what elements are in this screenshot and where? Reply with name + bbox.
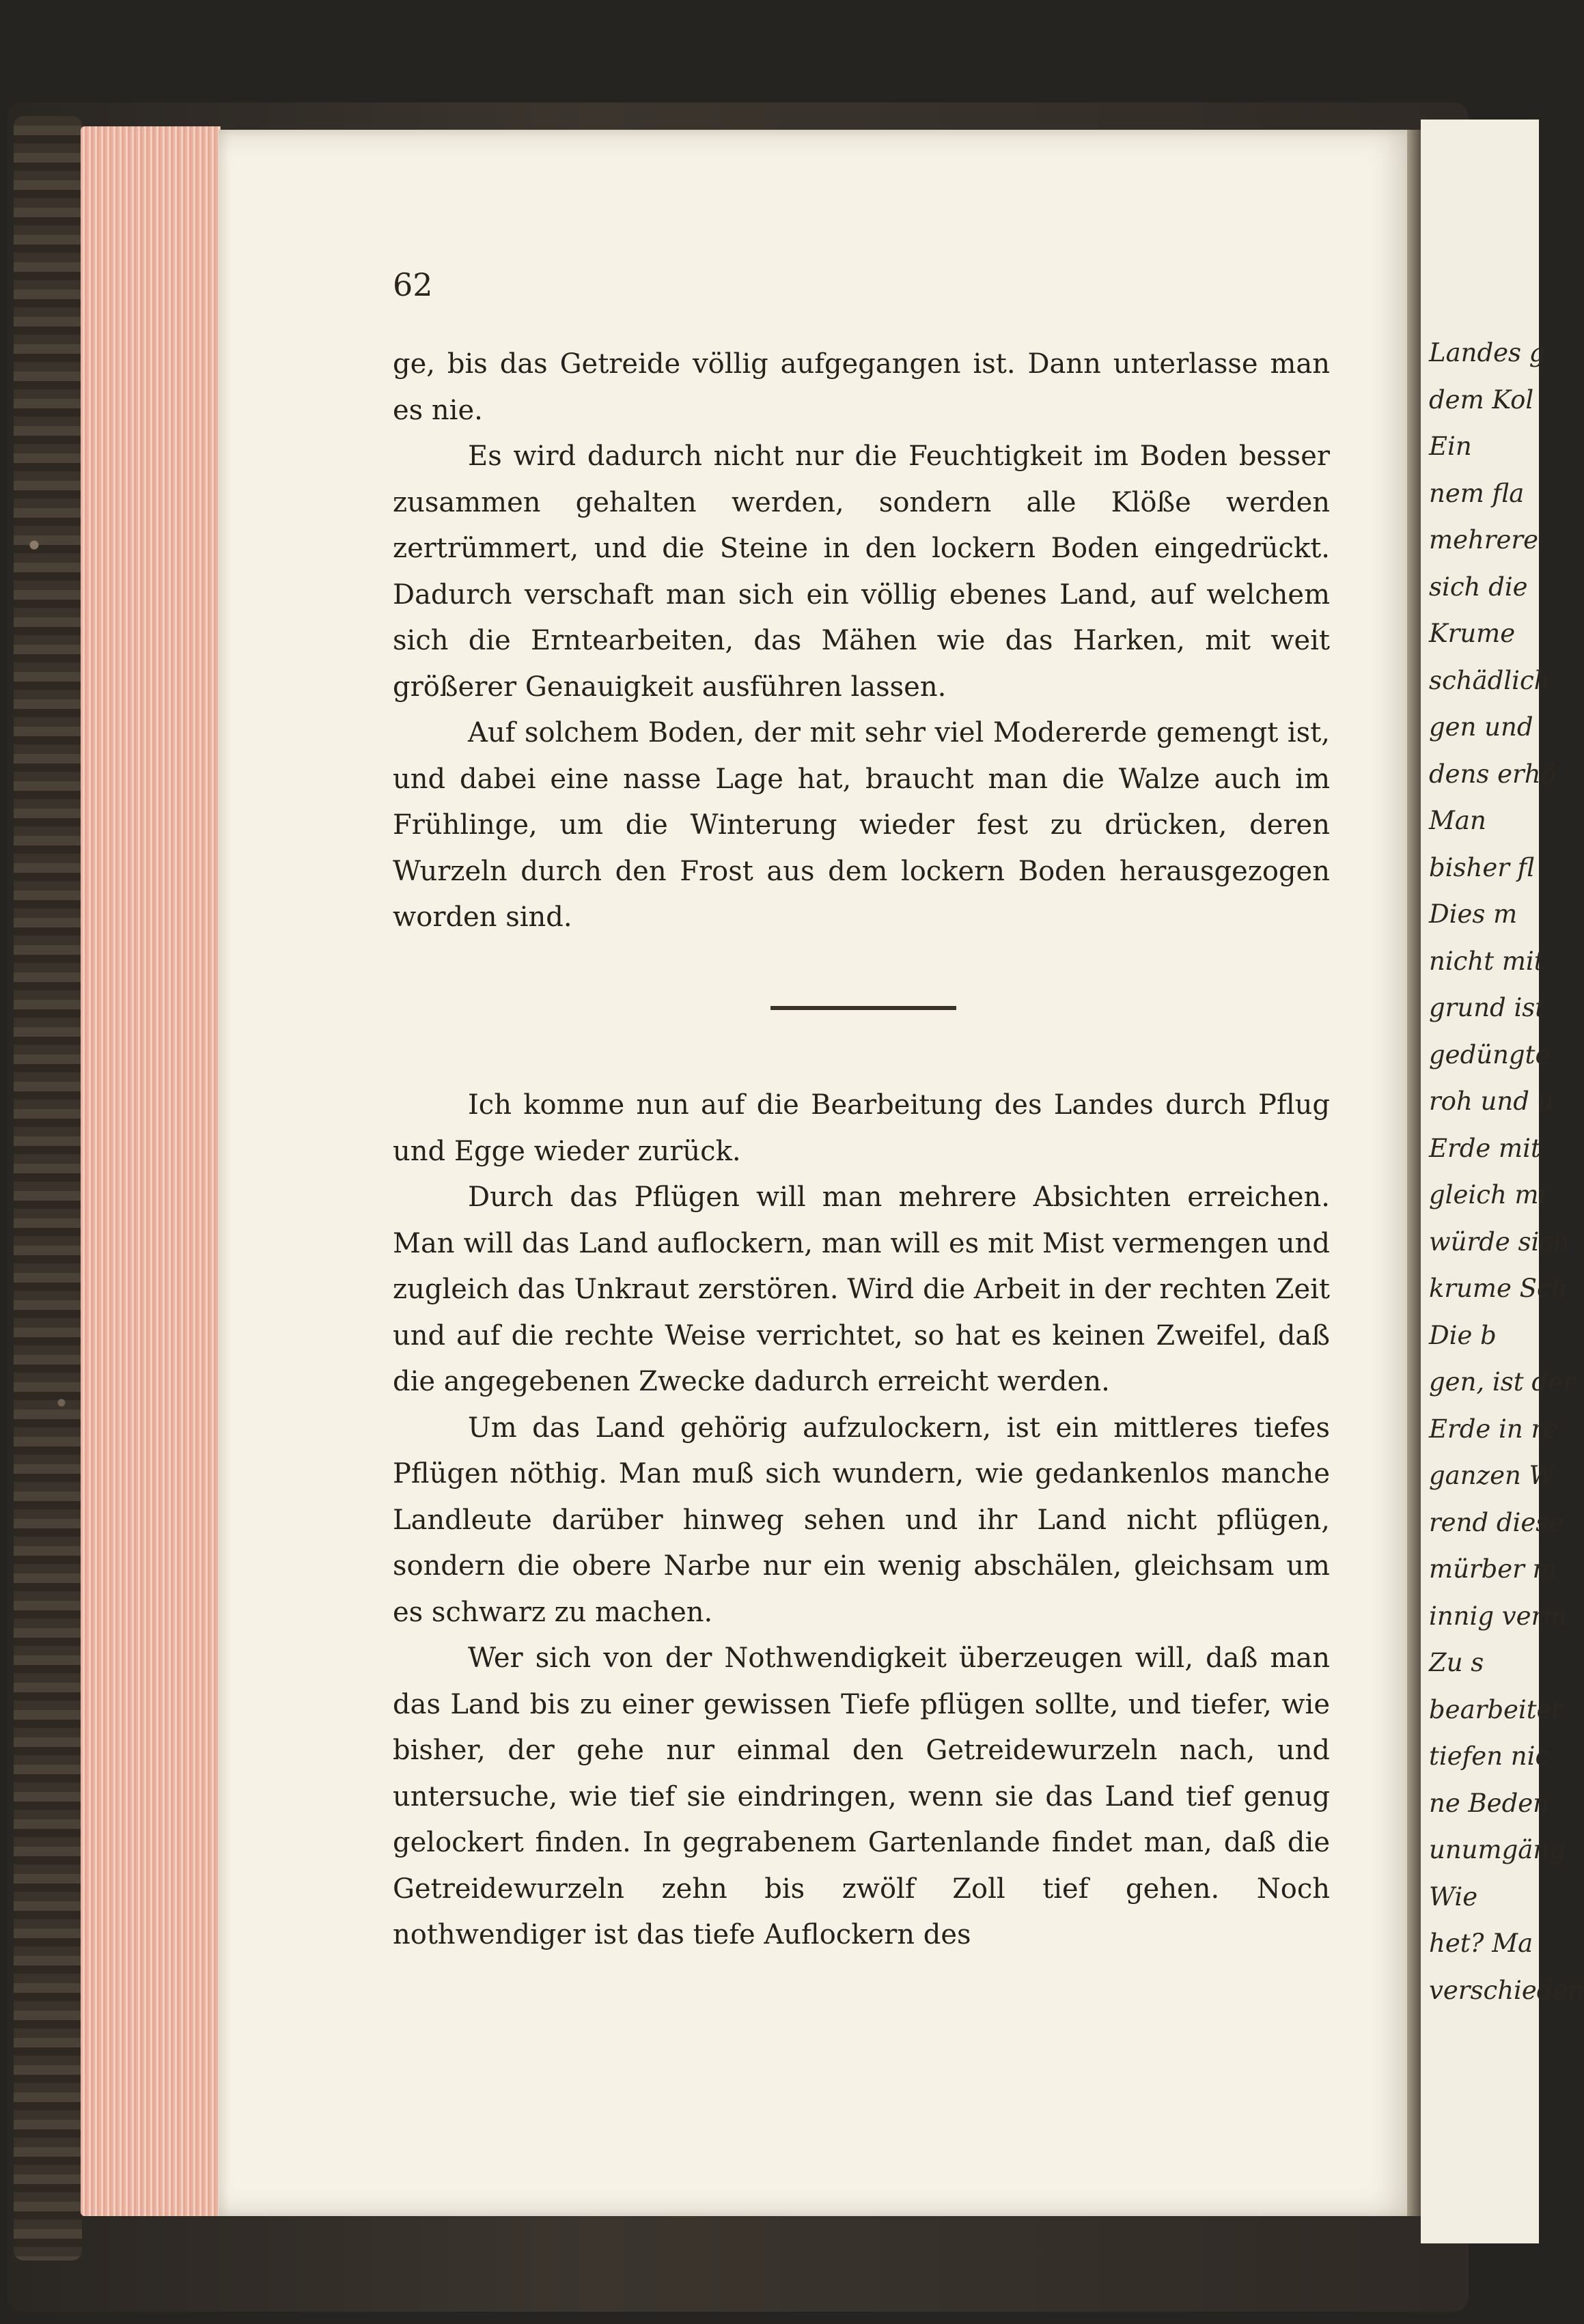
paragraph: Durch das Pflügen will man mehrere Absichten erreichen. Man will das Land auflockern, man will es mit Mist vermengen und zugleich das Unkraut zerstören. Wird die Arbeit in der rechten Zeit und auf die rechte Weise verrichtet, so hat es keinen Zweifel, daß die angegebenen Zwecke dadurch erreicht werden.: [393, 1181, 1330, 1397]
next-page-line-fragment: würde sich: [1429, 1227, 1570, 1257]
next-page-line-fragment: bisher fl: [1429, 852, 1535, 882]
next-page-line-fragment: innig verm: [1429, 1601, 1568, 1631]
next-page-line-fragment: Wie: [1429, 1881, 1478, 1912]
next-page-line-fragment: Die b: [1429, 1320, 1497, 1350]
next-page-line-fragment: Dies m: [1429, 899, 1518, 929]
paragraph: ge, bis das Getreide völlig aufgegangen ist. Dann unterlasse man es nie.: [393, 348, 1330, 426]
next-page-line-fragment: krume Sch: [1429, 1274, 1568, 1303]
next-page-line-fragment: gleich mi: [1429, 1180, 1547, 1209]
next-page-line-fragment: rend diese: [1429, 1507, 1564, 1537]
next-page-line-fragment: verschieden: [1429, 1975, 1584, 2005]
next-page-line-fragment: schädlich: [1429, 665, 1551, 695]
section-separator: [770, 1006, 956, 1010]
next-page-line-fragment: dens erhö: [1429, 759, 1556, 789]
next-page-line-fragment: grund ist: [1429, 993, 1546, 1022]
paragraph: Auf solchem Boden, der mit sehr viel Modererde gemengt ist, und dabei eine nasse Lage hat, braucht man die Walze auch im Frühlinge, um die Winterung wieder fest zu drücken, deren Wurzeln durch den Frost aus dem lockern Boden herausgezogen worden sind.: [393, 717, 1330, 933]
next-page-line-fragment: Erde mit: [1429, 1133, 1541, 1163]
next-page-line-fragment: gedüngte: [1429, 1039, 1551, 1069]
next-page-line-fragment: roh und u: [1429, 1087, 1554, 1116]
next-page-line-fragment: mehrere: [1429, 525, 1538, 555]
next-page-line-fragment: Landes g: [1429, 338, 1546, 367]
page-gutter: [1407, 130, 1421, 2216]
next-page-line-fragment: Man: [1429, 806, 1486, 835]
next-page-line-fragment: Ein: [1429, 432, 1472, 461]
next-page-line-fragment: nicht mit: [1429, 946, 1544, 976]
next-page-line-fragment: unumgäng: [1429, 1835, 1566, 1864]
next-page-line-fragment: nem fla: [1429, 478, 1525, 508]
next-page-line-fragment: het? Ma: [1429, 1929, 1533, 1958]
page-edges: [81, 126, 221, 2216]
next-page-line-fragment: Erde in re: [1429, 1414, 1559, 1444]
next-page-line-fragment: tiefen nic: [1429, 1741, 1550, 1771]
next-page-line-fragment: Zu s: [1429, 1648, 1484, 1677]
next-page-line-fragment: bearbeitet: [1429, 1694, 1562, 1724]
next-page-line-fragment: gen, ist der: [1429, 1367, 1575, 1397]
next-page-line-fragment: ne Beden: [1429, 1788, 1549, 1818]
paragraph: Ich komme nun auf die Bearbeitung des Landes durch Pflug und Egge wieder zurück.: [393, 1089, 1330, 1167]
paragraph: Um das Land gehörig aufzulockern, ist ein mittleres tiefes Pflügen nöthig. Man muß sich wundern, wie gedankenlos manche Landleute darüber hinweg sehen und ihr Land nicht pflügen, sondern die obere Narbe nur ein wenig abschälen, gleichsam um es schwarz zu machen.: [393, 1412, 1330, 1628]
next-page-line-fragment: Krume: [1429, 619, 1516, 648]
page-number: 62: [393, 266, 433, 303]
book-spine-edge: [14, 116, 82, 2260]
right-page-edge: [1421, 120, 1584, 2243]
next-page-line-fragment: mürber m: [1429, 1554, 1557, 1584]
next-page-line-fragment: ganzen W: [1429, 1461, 1555, 1490]
next-page-line-fragment: gen und: [1429, 712, 1533, 742]
paragraph: Es wird dadurch nicht nur die Feuchtigkeit im Boden besser zusammen gehalten werden, sondern alle Klöße werden zertrümmert, und die Steine in den lockern Boden eingedrückt. Dadurch verschaft man sich ein völlig ebenes Land, auf welchem sich die Erntearbeiten, das Mähen wie das Harken, mit weit größerer Genauigkeit ausführen lassen.: [393, 440, 1330, 703]
next-page-line-fragment: sich die: [1429, 572, 1528, 602]
next-page-line-fragment: dem Kol: [1429, 384, 1534, 415]
text-block-top: [393, 341, 1330, 941]
paragraph: Wer sich von der Nothwendigkeit überzeugen will, daß man das Land bis zu einer gewissen Tiefe pflügen sollte, und tiefer, wie bisher, der gehe nur einmal den Getreidewurzeln nach, und untersuche, wie tief sie eindringen, wenn sie das Land tief genug gelockert finden. In gegrabenem Gartenlande findet man, daß die Getreidewurzeln zehn bis zwölf Zoll tief gehen. Noch nothwendiger ist das tiefe Auflockern des: [393, 1642, 1330, 1950]
text-block-bottom: [393, 1082, 1330, 1959]
